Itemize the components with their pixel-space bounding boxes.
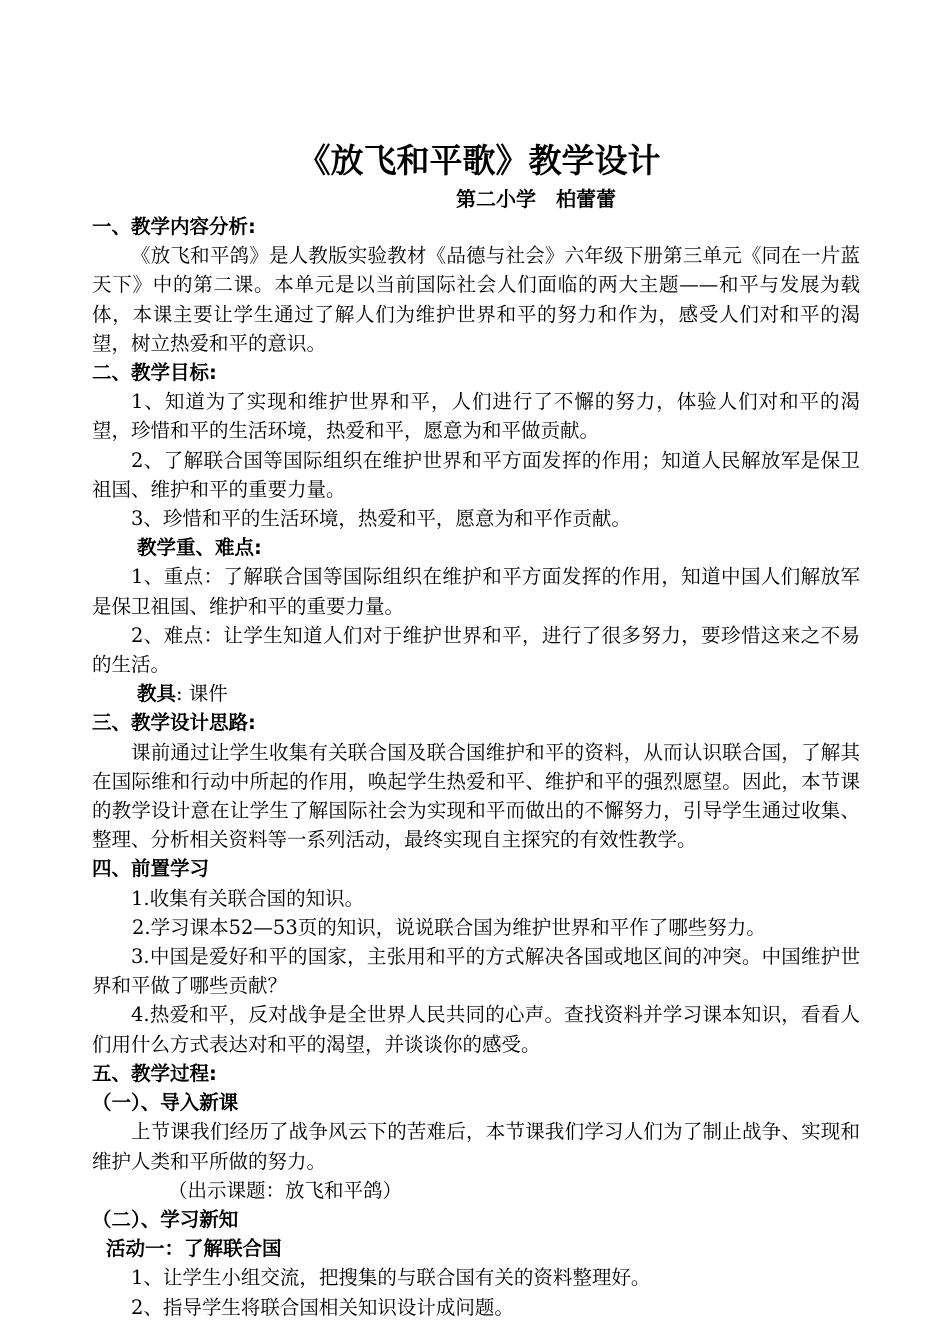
section-heading-design-idea: 三、教学设计思路: — [92, 711, 256, 735]
keypoint-item: 1、重点：了解联合国等国际组织在维护和平方面发挥的作用，知道中国人们解放军是保卫祖国、维护和平的重要力量。 — [92, 565, 860, 618]
objective-item: 3、珍惜和平的生活环境，热爱和平，愿意为和平作贡献。 — [131, 507, 631, 531]
activity1-heading: 活动一：了解联合国 — [106, 1237, 282, 1261]
part1-heading: （一）、导入新课 — [92, 1091, 239, 1115]
section-heading-process: 五、教学过程: — [92, 1061, 217, 1085]
tools-label: 教具 — [137, 682, 177, 706]
content-analysis-paragraph: 《放飞和平鸽》是人教版实验教材《品德与社会》六年级下册第三单元《同在一片蓝天下》中的第二课。本单元是以当前国际社会人们面临的两大主题——和平与发展为载体，本课主要让学生通过了解人们为维护世界和平的努力和作为，感受人们对和平的渴望，树立热爱和平的意识。 — [92, 244, 860, 355]
activity-item: 1、让学生小组交流，把搜集的与联合国有关的资料整理好。 — [131, 1266, 651, 1290]
teaching-tools — [92, 679, 860, 708]
tools-value: : 课件 — [176, 682, 228, 706]
topic-note: （出示课题：放飞和平鸽） — [168, 1178, 403, 1202]
preview-item: 1.收集有关联合国的知识。 — [131, 886, 365, 910]
document-title: 《放飞和平歌》教学设计 — [297, 141, 661, 180]
preview-item: 3.中国是爱好和平的国家，主张用和平的方式解决各国或地区间的冲突。中国维护世界和平做了哪些贡献？ — [92, 945, 860, 998]
author-line: 第二小学 柏蕾蕾 — [456, 187, 616, 211]
intro-paragraph: 上节课我们经历了战争风云下的苦难后，本节课我们学习人们为了制止战争、实现和维护人类和平所做的努力。 — [92, 1120, 860, 1173]
objective-item: 2、了解联合国等国际组织在维护世界和平方面发挥的作用；知道人民解放军是保卫祖国、维护和平的重要力量。 — [92, 448, 860, 501]
section-heading-objectives: 二、教学目标: — [92, 361, 217, 385]
preview-item: 4.热爱和平，反对战争是全世界人民共同的心声。查找资料并学习课本知识，看看人们用什么方式表达对和平的渴望，并谈谈你的感受。 — [92, 1003, 860, 1056]
preview-item: 2.学习课本52—53页的知识，说说联合国为维护世界和平作了哪些努力。 — [132, 915, 766, 939]
objective-item: 1、知道为了实现和维护世界和平，人们进行了不懈的努力，体验人们对和平的渴望，珍惜和平的生活环境，热爱和平，愿意为和平做贡献。 — [92, 390, 860, 443]
keypoints-heading: 教学重、难点: — [137, 536, 262, 560]
design-idea-paragraph: 课前通过让学生收集有关联合国及联合国维护和平的资料，从而认识联合国，了解其在国际维和行动中所起的作用，唤起学生热爱和平、维护和平的强烈愿望。因此，本节课的教学设计意在让学生了解国际社会为实现和平而做出的不懈努力，引导学生通过收集、整理、分析相关资料等一系列活动，最终实现自主探究的有效性教学。 — [92, 740, 860, 852]
keypoint-item: 2、难点：让学生知道人们对于维护世界和平，进行了很多努力，要珍惜这来之不易的生活。 — [92, 623, 860, 677]
part2-heading: （二）、学习新知 — [92, 1207, 239, 1231]
section-heading-content-analysis: 一、教学内容分析: — [92, 215, 256, 238]
activity-item: 2、指导学生将联合国相关知识设计成问题。 — [131, 1295, 514, 1319]
section-heading-preview: 四、前置学习 — [92, 857, 210, 881]
document-page — [92, 138, 860, 1322]
